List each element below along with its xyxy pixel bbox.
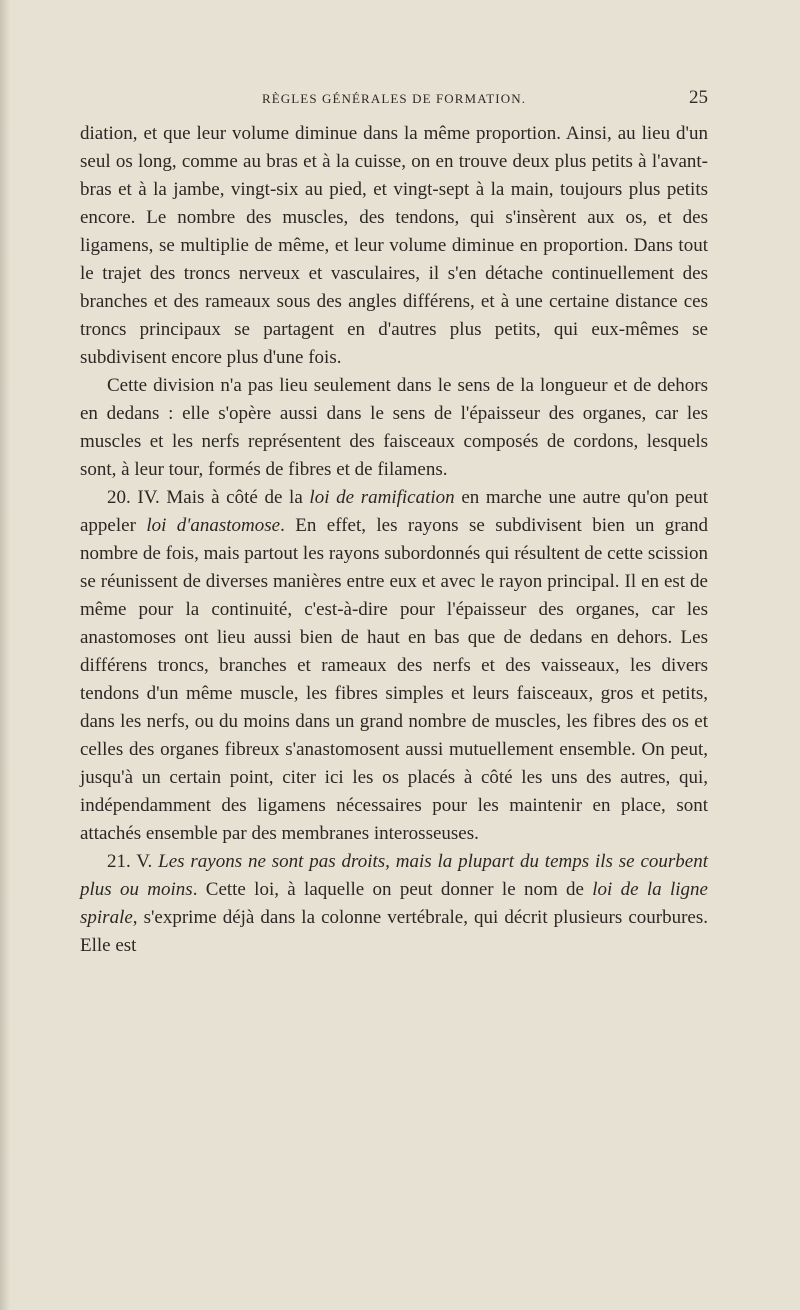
paragraph-4-section-21 (80, 848, 708, 960)
italic-phrase: Les rayons ne sont pas droits, mais la plupart du temps ils se courbent plus ou moins (80, 851, 708, 900)
page-header (80, 88, 708, 112)
text-run: en marche une autre qu'on peut appeler (80, 487, 708, 536)
text-run: , s'exprime déjà dans la colonne vertébrale, qui décrit plusieurs courbures. Elle est (80, 907, 708, 956)
paragraph-3-section-20 (80, 484, 708, 848)
page-number: 25 (689, 87, 708, 108)
text-run: . En effet, les rayons se subdivisent bien un grand nombre de fois, mais partout les rayons subordonnés qui résultent de cette scission se réunissent de diverses manières entre eux et avec le rayon principal. Il en est de même pour la continuité, c'est-à-dire pour l'épaisseur des organes, car les anastomoses ont lieu aussi bien de haut en bas que de dedans en dehors. Les différens troncs, branches et rameaux des nerfs et des vaisseaux, les divers tendons d'un même muscle, les fibres simples et leurs faisceaux, gros et petits, dans les nerfs, ou du moins dans un grand nombre de muscles, les fibres des os et celles des organes fibreux s'anastomosent aussi mutuellement ensemble. On peut, jusqu'à un certain point, citer ici les os placés à côté les uns des autres, qui, indépendamment des ligamens nécessaires pour les maintenir en place, sont attachés ensemble par des membranes interosseuses. (80, 515, 709, 844)
text-run: . Cette loi, à laquelle on peut donner le nom de (192, 879, 593, 900)
page-edge-shadow (0, 0, 10, 1310)
text-run: diation, et que leur volume diminue dans la même proportion. Ainsi, au lieu d'un seul os long, comme au bras et à la cuisse, on en trouve deux plus petits à l'avant-bras et à la jambe, vingt-six au pied, et vingt-sept à la main, toujours plus petits encore. Le nombre des muscles, des tendons, qui s'insèrent aux os, et des ligamens, se multiplie de même, et leur volume diminue en proportion. Dans tout le trajet des troncs nerveux et vasculaires, il s'en détache continuellement des branches et des rameaux sous des angles différens, et à une certaine distance ces troncs principaux se partagent en d'autres plus petits, qui eux-mêmes se subdivisent encore plus d'une fois. (80, 123, 708, 368)
body-text (80, 120, 708, 960)
text-run: 20. IV. Mais à côté de la (107, 487, 310, 508)
italic-phrase: loi de la ligne spirale (80, 879, 708, 928)
text-run: Cette division n'a pas lieu seulement dans le sens de la longueur et de dehors en dedans : elle s'opère aussi dans le sens de l'épaisseur des organes, car les muscles et les nerfs représentent des faisceaux composés de cordons, lesquels sont, à leur tour, formés de fibres et de filamens. (80, 375, 708, 480)
italic-phrase: loi d'anastomose (146, 515, 281, 536)
text-run: 21. V. (107, 851, 159, 872)
italic-phrase: loi de ramification (309, 487, 455, 508)
paragraph-2 (80, 372, 708, 484)
paragraph-1 (80, 120, 708, 372)
running-title: RÈGLES GÉNÉRALES DE FORMATION. (261, 91, 527, 106)
